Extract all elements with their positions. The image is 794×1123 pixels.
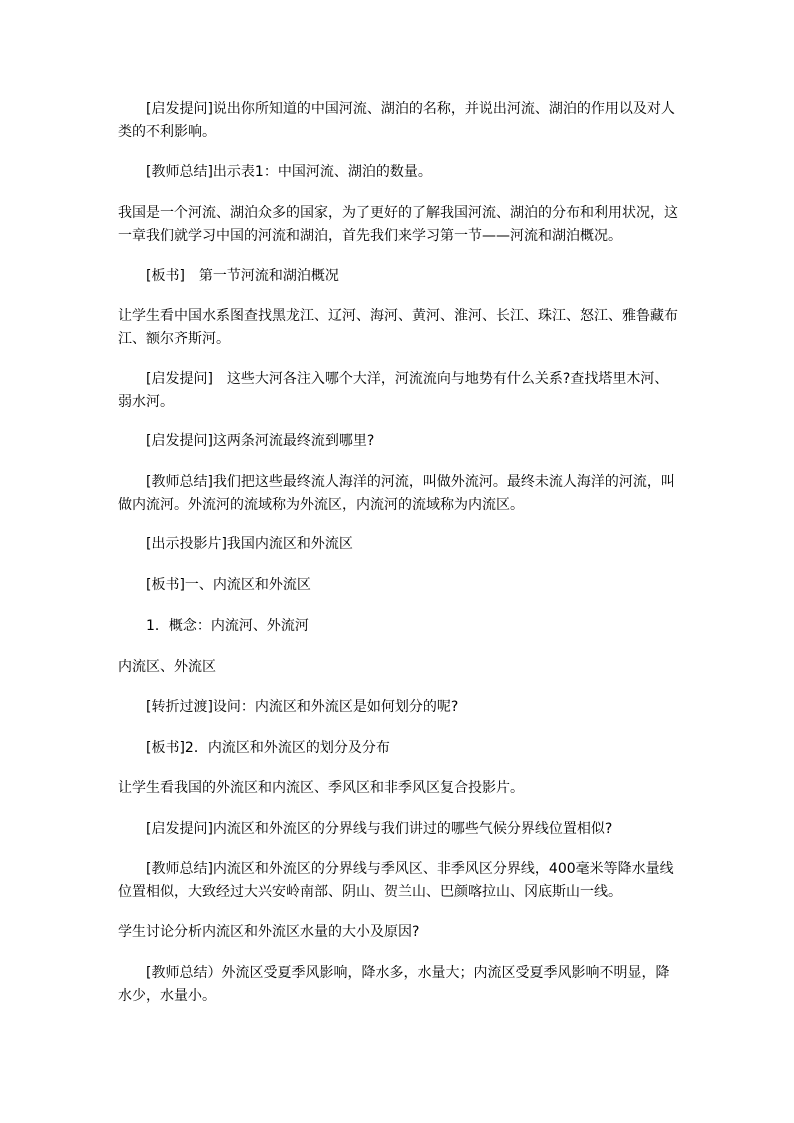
- paragraph-13: [转折过渡]设问：内流区和外流区是如何划分的呢?: [146, 699, 459, 715]
- paragraph-3: 我国是一个河流、湖泊众多的国家，为了更好的了解我国河流、湖泊的分布和利用状况，这一章我们就学习中国的河流和湖泊，首先我们来学习第一节——河流和湖泊概况。: [118, 205, 678, 244]
- paragraph-18: 学生讨论分析内流区和外流区水量的大小及原因?: [118, 924, 420, 940]
- paragraph-11: 1．概念：内流河、外流河: [146, 618, 309, 634]
- paragraph-8: [教师总结]我们把这些最终流人海洋的河流，叫做外流河。最终未流人海洋的河流，叫做内流河。外流河的流域称为外流区，内流河的流域称为内流区。: [118, 474, 675, 513]
- paragraph-15: 让学生看我国的外流区和内流区、季风区和非季风区复合投影片。: [118, 780, 524, 796]
- paragraph-2: [教师总结]出示表1：中国河流、湖泊的数量。: [146, 164, 432, 180]
- paragraph-19: [教师总结）外流区受夏季风影响，降水多，水量大；内流区受夏季风影响不明显，降水少，水量小。: [118, 965, 670, 1004]
- paragraph-9: [出示投影片]我国内流区和外流区: [146, 536, 353, 552]
- paragraph-17: [教师总结]内流区和外流区的分界线与季风区、非季风区分界线，400毫米等降水量线位置相似，大致经过大兴安岭南部、阴山、贺兰山、巴颜喀拉山、冈底斯山一线。: [118, 861, 674, 900]
- paragraph-16: [启发提问]内流区和外流区的分界线与我们讲过的哪些气候分界线位置相似?: [146, 821, 613, 837]
- paragraph-5: 让学生看中国水系图查找黑龙江、辽河、海河、黄河、淮河、长江、珠江、怒江、雅鲁藏布江、额尔齐斯河。: [118, 308, 678, 347]
- paragraph-14: [板书]2．内流区和外流区的划分及分布: [146, 740, 390, 756]
- paragraph-12: 内流区、外流区: [118, 659, 216, 675]
- paragraph-6: [启发提问] 这些大河各注入哪个大洋，河流流向与地势有什么关系?查找塔里木河、弱水河。: [118, 371, 669, 410]
- paragraph-7: [启发提问]这两条河流最终流到哪里?: [146, 433, 375, 449]
- paragraph-1: [启发提问]说出你所知道的中国河流、湖泊的名称，并说出河流、湖泊的作用以及对人类的不利影响。: [118, 101, 675, 140]
- paragraph-4: [板书] 第一节河流和湖泊概况: [146, 268, 339, 284]
- paragraph-10: [板书]一、内流区和外流区: [146, 577, 311, 593]
